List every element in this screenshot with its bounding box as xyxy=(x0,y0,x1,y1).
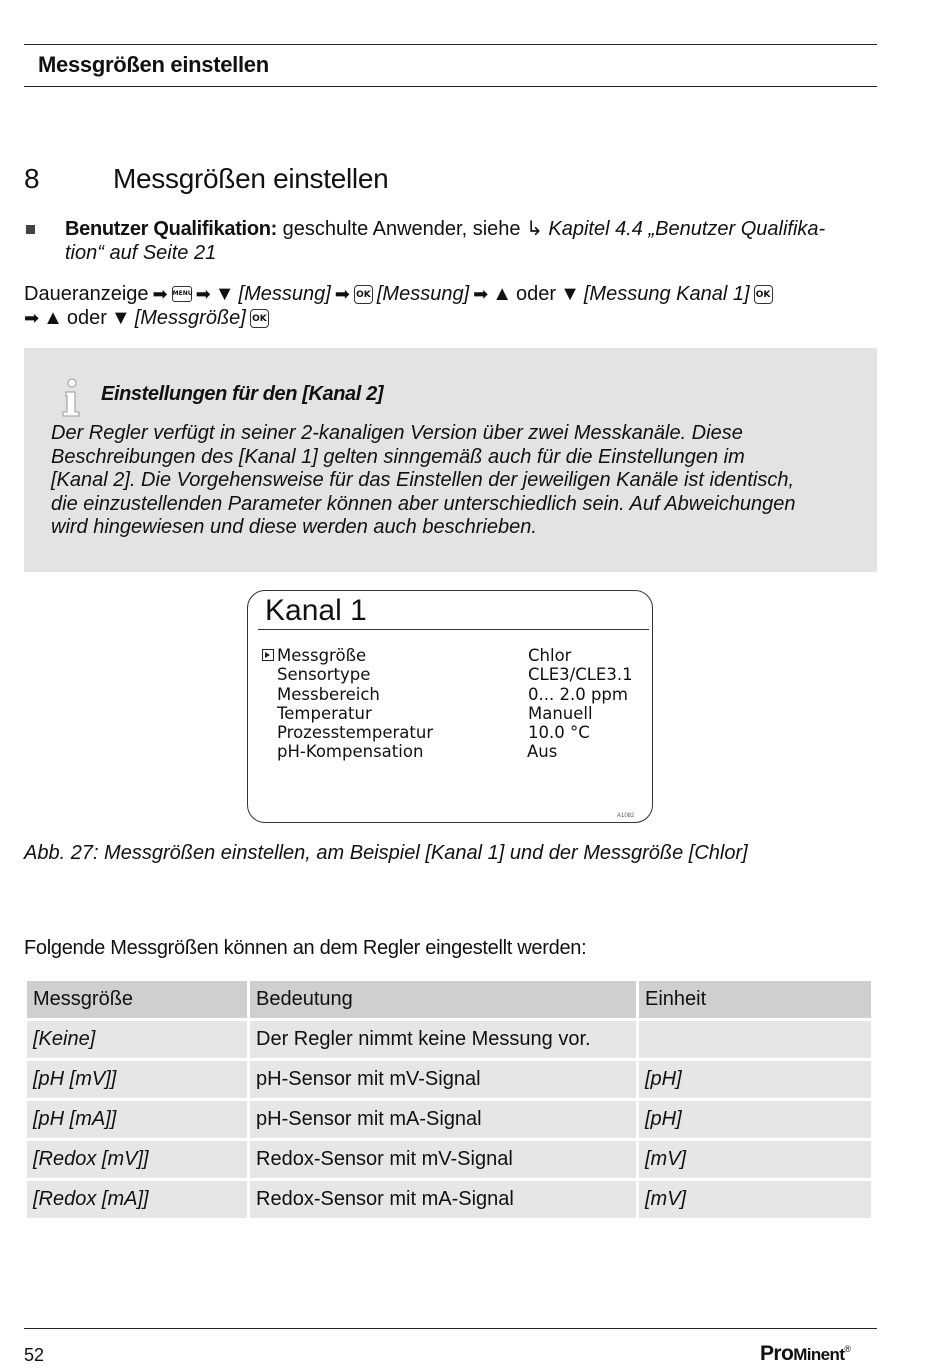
table-cell: [mV] xyxy=(639,1181,871,1218)
page-number: 52 xyxy=(24,1345,45,1365)
up-key-icon: ▲ xyxy=(43,307,63,329)
info-icon xyxy=(58,378,84,418)
running-header: Messgrößen einstellen xyxy=(38,52,269,77)
header-top-rule xyxy=(24,44,877,45)
qualification-note xyxy=(65,217,880,265)
chapter-link[interactable]: Kapitel 4.4 „Benutzer Qualifika- tion“ auf Seite 21 xyxy=(65,218,826,264)
screen-row xyxy=(262,742,652,761)
table-cell xyxy=(639,1021,871,1058)
screen-menu xyxy=(262,646,652,762)
nav-step-messung: [Messung] xyxy=(238,283,331,305)
info-title: Einstellungen für den [Kanal 2] xyxy=(101,383,384,405)
down-key-icon: ▼ xyxy=(110,307,131,329)
right-arrow-icon: ➡ xyxy=(334,284,350,304)
ok-key-icon: OK xyxy=(754,285,773,304)
nav-step-messgroesse: [Messgröße] xyxy=(134,307,246,329)
table-cell: [pH] xyxy=(639,1101,871,1138)
screen-row-value: Chlor xyxy=(528,646,572,665)
table-cell: [pH] xyxy=(639,1061,871,1098)
right-arrow-icon: ➡ xyxy=(473,284,489,304)
chapter-number: 8 xyxy=(24,163,40,194)
screen-row-value: Manuell xyxy=(528,703,593,723)
table-cell: [pH [mV]] xyxy=(27,1061,247,1098)
chapter-title: Messgrößen einstellen xyxy=(113,163,389,194)
screen-row-label: Messbereich xyxy=(277,684,380,704)
table-cell: [Redox [mA]] xyxy=(27,1181,247,1218)
screen-row-value: 0... 2.0 ppm xyxy=(528,684,628,704)
screen-row xyxy=(262,685,652,704)
figure-code: A1082 xyxy=(617,813,635,819)
table-intro: Folgende Messgrößen können an dem Regler eingestellt werden: xyxy=(24,937,587,959)
column-header: Einheit xyxy=(639,981,871,1018)
screen-row-value: CLE3/CLE3.1 xyxy=(528,665,633,685)
table-row xyxy=(27,1021,871,1058)
info-line: [Kanal 2]. Die Vorgehensweise für das Einstellen der jeweiligen Kanäle ist identisch, xyxy=(51,469,795,491)
selection-cursor-icon xyxy=(262,649,274,661)
screen-row-label: Prozesstemperatur xyxy=(277,723,434,743)
nav-start: Daueranzeige xyxy=(24,283,149,305)
cross-reference-icon: ↳ xyxy=(526,218,543,240)
nav-or: oder xyxy=(66,307,107,329)
right-arrow-icon: ➡ xyxy=(195,284,211,304)
info-line: Beschreibungen des [Kanal 1] gelten sinngemäß auch für die Einstellungen im xyxy=(51,445,745,468)
qualification-label: Benutzer Qualifikation: xyxy=(65,218,278,240)
table-row xyxy=(27,1141,871,1178)
screen-row-value: 10.0 °C xyxy=(528,723,590,743)
navigation-path-line-1 xyxy=(24,282,773,306)
table-row xyxy=(27,1181,871,1218)
nav-step-messung-2: [Messung] xyxy=(376,283,470,305)
header-bottom-rule xyxy=(24,86,877,87)
bullet-marker xyxy=(26,225,35,234)
screen-row xyxy=(262,723,652,742)
figure-caption: Abb. 27: Messgrößen einstellen, am Beispiel [Kanal 1] und der Messgröße [Chlor] xyxy=(24,842,748,864)
screen-row xyxy=(262,665,652,684)
screen-row-label: Temperatur xyxy=(277,703,372,723)
qualification-text: geschulte Anwender, siehe xyxy=(277,218,527,240)
brand-logo: ProMinent® xyxy=(760,1342,851,1365)
table-cell: [pH [mA]] xyxy=(27,1101,247,1138)
screen-row xyxy=(262,704,652,723)
screen-row-label: Sensortype xyxy=(277,665,371,685)
nav-or: oder xyxy=(516,283,557,305)
table-cell: Der Regler nimmt keine Messung vor. xyxy=(250,1021,636,1058)
table-cell: [mV] xyxy=(639,1141,871,1178)
measurement-table xyxy=(24,978,874,1221)
table-cell: Redox-Sensor mit mA-Signal xyxy=(250,1181,636,1218)
navigation-path-line-2 xyxy=(24,306,269,330)
right-arrow-icon: ➡ xyxy=(152,284,168,304)
menu-key-icon: MENU xyxy=(172,286,192,302)
table-cell: [Keine] xyxy=(27,1021,247,1058)
info-line: wird hingewiesen und diese werden auch beschrieben. xyxy=(51,516,537,538)
screen-row xyxy=(262,646,652,665)
screen-divider xyxy=(258,629,649,630)
screen-title: Kanal 1 xyxy=(265,594,367,627)
info-body xyxy=(51,422,871,540)
table-cell: pH-Sensor mit mA-Signal xyxy=(250,1101,636,1138)
table-row xyxy=(27,1061,871,1098)
nav-step-messung-kanal-1: [Messung Kanal 1] xyxy=(583,283,750,305)
column-header: Bedeutung xyxy=(250,981,636,1018)
screen-row-label: pH-Kompensation xyxy=(277,742,424,762)
column-header: Messgröße xyxy=(27,981,247,1018)
up-key-icon: ▲ xyxy=(492,283,513,305)
screen-row-label: Messgröße xyxy=(277,646,367,665)
table-cell: pH-Sensor mit mV-Signal xyxy=(250,1061,636,1098)
down-key-icon: ▼ xyxy=(560,283,580,305)
table-cell: Redox-Sensor mit mV-Signal xyxy=(250,1141,636,1178)
table-header-row xyxy=(27,981,871,1018)
screen-row-value: Aus xyxy=(527,742,558,762)
ok-key-icon: OK xyxy=(354,285,373,304)
ok-key-icon: OK xyxy=(250,309,269,328)
down-key-icon: ▼ xyxy=(214,283,235,305)
info-line: Der Regler verfügt in seiner 2-kanaligen Version über zwei Messkanäle. Diese xyxy=(51,422,743,444)
table-row xyxy=(27,1101,871,1138)
table-cell: [Redox [mV]] xyxy=(27,1141,247,1178)
info-line: die einzustellenden Parameter können aber unterschiedlich sein. Auf Abweichungen xyxy=(51,492,796,515)
right-arrow-icon: ➡ xyxy=(24,308,40,328)
footer-rule xyxy=(24,1328,877,1329)
